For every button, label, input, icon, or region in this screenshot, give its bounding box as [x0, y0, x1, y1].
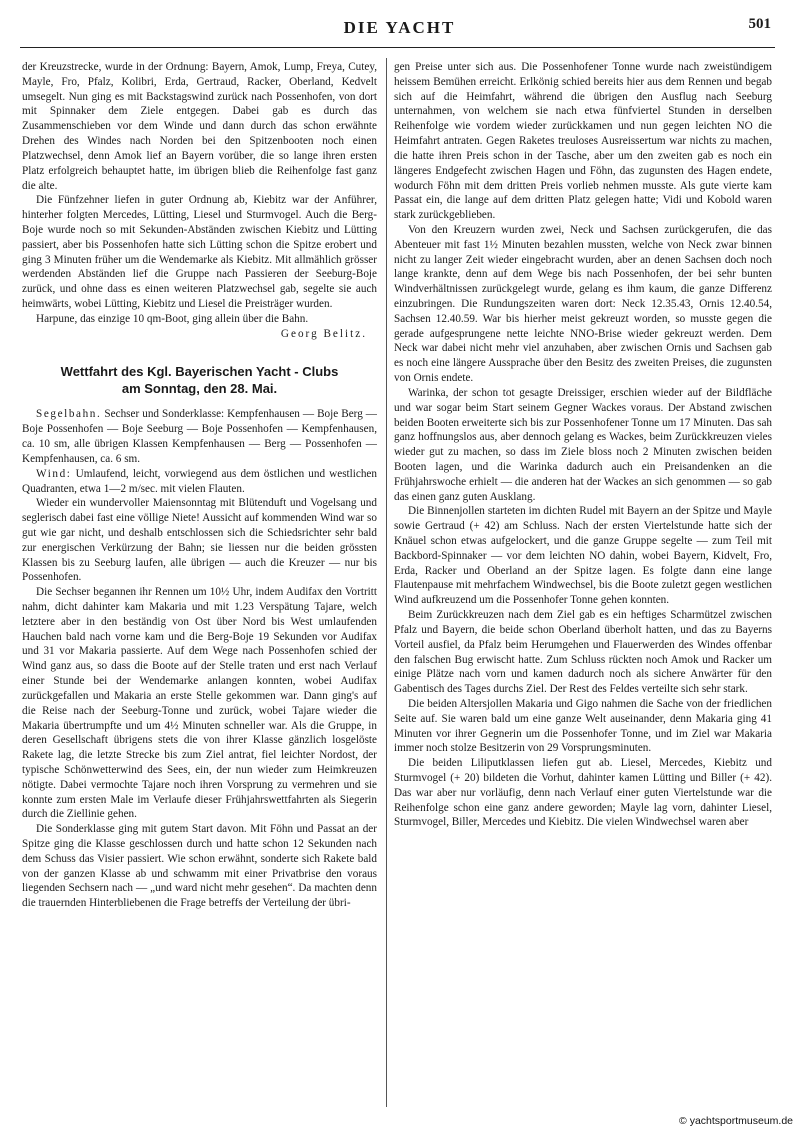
course-label: Segelbahn.: [36, 408, 102, 421]
wind-label: Wind:: [36, 467, 72, 480]
paragraph: Die Fünfzehner liefen in guter Ordnung ab, Kiebitz war der Anführer, hinterher folgten Mercedes, Lütting, Liesel und Sturmvogel. Auch die Berg-Boje wurde noch so mit Sekunden-Abständen zwischen Kiebitz und Lütting passiert, aber bis Possenhofen hatte sich Lütting schon die Spitze erobert und ging 3 Minuten früher um die Wendemarke als Kiebitz. Mit allmählich grösser werdenden Abständen lief die Gruppe nach Passieren der Seeburg-Boje zurück, und ohne dass es einen weiteren Platzwechsel gab, segelte sie auch heimwärts, wobei Lütting, Kiebitz und Liesel die Preisträger wurden.: [22, 194, 377, 310]
page-number: 501: [748, 16, 771, 32]
author-signature: Georg Belitz.: [280, 327, 367, 340]
header-rule: [20, 47, 775, 48]
wind-paragraph: [22, 467, 377, 497]
paragraph: Die Sonderklasse ging mit gutem Start davon. Mit Föhn und Passat an der Spitze ging die Klasse geschlossen durch und hatte schon 12 Sekunden nach dem Schuss das Visier passiert. Wie schon erwähnt, sonderte sich Rakete bald von der ganzen Klasse ab und schwamm mit einer Privatbrise den voraus liegenden Sechsern nach — „und ward nicht mehr gesehen“. Da machten denn die trauernden Hinterbliebenen die Frage betreffs der Verteilung der übri-: [22, 823, 377, 910]
section-heading-line-2: am Sonntag, den 28. Mai.: [121, 381, 278, 397]
column-divider: [386, 58, 387, 1107]
left-column: [22, 60, 377, 1120]
course-paragraph: [22, 407, 377, 466]
watermark: © yachtsportmuseum.de: [679, 1115, 793, 1127]
paragraph: Beim Zurückkreuzen nach dem Ziel gab es ein heftiges Scharmützel zwischen Pfalz und Bayern, die beide schon Oberland überholt hatten, und das zu Bayerns Vorteil ausfiel, da Pfalz beim Herumgehen und Flauerwerden des Windes offenbar den falschen Bug erwischt hatte. Zum Schluss rückten noch Amok und Racker um einige Plätze nach vorn und kamen dadurch noch als sichere Anwärter für den Gabentisch des Tages durchs Ziel. Der Rest des Feldes verteilte sich sehr stark.: [394, 609, 772, 696]
course-text: Sechser und Sonderklasse: Kempfenhausen — Boje Berg — Boje Possenhofen — Boje Seeburg — Boje Possenhofen — Kempfenhausen, ca. 10 sm, alle übrigen Klassen Kempfenhausen — Berg — Possenhofen — Kempfenhausen, ca. 6 sm.: [22, 408, 377, 465]
paragraph: der Kreuzstrecke, wurde in der Ordnung: Bayern, Amok, Lump, Freya, Cutey, Mayle, Fro, Pfalz, Kolibri, Erda, Gertraud, Racker, Oberland, Kedvelt umsegelt. Nun ging es mit Backstagswind zurück nach Possenhofen, von dort mit Spinnaker dem Ziele entgegen. Dabei gab es durch das Zusammenschieben vor dem Winde und dann durch das schon erwähnte Drehen des Windes nach Norden bei den Spitzenbooten noch einen Platzwechsel, denn Amok lief an Bayern vorüber, die so lange ihren ersten Platz erfolgreich behauptet hatte, im übrigen blieb die Reihenfolge fast ganz die alte.: [22, 61, 377, 192]
right-column: [394, 60, 772, 1100]
paragraph: gen Preise unter sich aus. Die Possenhofener Tonne wurde nach zweistündigem heissem Bemühen erreicht. Erlkönig schied bereits hier aus dem Rennen und begab sich auf die Heimfahrt, während die übrigen den Ausflug nach Seeburg unternahmen, von welchem sie nach etwa fünfviertel Stunden in derselben Reihenfolge wie vordem wieder zurückkamen und nun gegen leichten NO die Heimfahrt antraten. Gegen Raketes treuloses Ausreissertum war nichts zu machen, die hatte ihren Preis schon in der Tasche, aber um den zweiten gab es noch ein längeres Endgefecht zwischen Hagen und Föhn, das zugunsten des Hagen endete, wodurch Föhn mit dem dritten Preis vorlieb nehmen musste. Als gute vierte kam Passat ein, die lange auf dem dritten Platz gelegen hatte; Vidi und Kobold waren stark zurückgeblieben.: [394, 61, 772, 222]
running-header-title: DIE YACHT: [343, 18, 456, 37]
section-heading: [22, 363, 377, 397]
section-heading-line-1: Wettfahrt des Kgl. Bayerischen Yacht - Clubs: [60, 364, 339, 380]
paragraph: Wieder ein wundervoller Maiensonntag mit Blütenduft und Vogelsang und seglerisch dabei fast eine völlige Niete! Aussicht auf kommenden Wind war so gut wie gar nicht, und deshalb entschlossen sich die Schiedsrichter sehr bald zur energischen Verkürzung der Bahn; sie liessen nur die beiden grössten Klassen bis zu Seeburg laufen, alle übrigen — auch die Kreuzer — nur bis Possenhofen.: [22, 497, 377, 584]
paragraph: Warinka, der schon tot gesagte Dreissiger, erschien wieder auf der Bildfläche und war sogar beim Start seinem Gegner Wackes voraus. Der Abstand zwischen beiden Booten erweiterte sich bis zur Possenhofener Tonne um 17 Minuten. Das sah ganz hoffnungslos aus, aber dennoch gelang es Wackes, beim Zurückkreuzen vieles wieder gut zu machen, so dass im Ziele bloss noch 2 Minuten zwischen beiden Booten lagen, und die Warinka dadurch auch ein Preisandenken an die Frühjahrswoche erhielt — die anderen hat der Wackes an sich genommen — so gab das einen ganz guten Ausklang.: [394, 386, 772, 503]
paragraph: Die Sechser begannen ihr Rennen um 10½ Uhr, indem Audifax den Vortritt nahm, dicht dahinter kam Makaria und mit 1.23 Verspätung Tajare, welch letztere aber in den beständig von Ost über Nord bis West umlaufenden Hauchen bald nach vorne kam und die Berg-Boje 19 Sekunden vor Audifax und 31 vor Makaria passierte. Auf dem Wege nach Possenhofen schied der Wind ganz aus, so dass die Boote auf der Stelle traten und erst nach Verlauf einer Stunde bei der Wendemarke anlangen konnten, wobei Audifax zurückgefallen und Makaria an erste Stelle gekommen war. Dann ging's auf die Reise nach der Seeburg-Tonne und zurück, wobei Tajare wieder die Makaria übertrumpfte und um 4½ Minuten schneller war. Als die Gruppe, in deren Gesellschaft übrigens stets die von ihrer Klasse gänzlich losgelöste Rakete lag, die letzte Strecke bis zum Ziel antrat, fiel leichter Nordost, der typische Schönwetterwind des Sees, ein, der nun wieder zum Heimkreuzen nötigte. Dabei vermochte Tajare noch ihren Vorsprung zu vermehren und sie konnte zum ersten Male im Verlaufe dieser Frühjahrswettfahrten als Siegerin durch die Ziellinie gehen.: [22, 586, 377, 821]
wind-text: Umlaufend, leicht, vorwiegend aus dem östlichen und westlichen Quadranten, etwa 1—2 m/sec. mit vielen Flauten.: [22, 467, 377, 495]
paragraph: Die beiden Altersjollen Makaria und Gigo nahmen die Sache von der friedlichen Seite auf. Sie waren bald um eine ganze Welt auseinander, denn Makaria ging 41 Minuten vor ihrer Gegnerin um die Possenhofer Tonne, und im Ziel war Makaria immer noch stolze Besitzerin von 29 Vorsprungsminuten.: [394, 697, 772, 755]
paragraph: Die beiden Liliputklassen liefen gut ab. Liesel, Mercedes, Kiebitz und Sturmvogel (+ 20) bildeten die Vorhut, dahinter kamen Lütting und Biller (+ 42). Das war aber nur vorläufig, denn nach Verlauf einer guten Viertelstunde war die Reihenfolge schon eine ganz andere geworden; Mayle lag vorn, dahinter Liesel, Sturmvogel, Biller, Mercedes und Kiebitz. Die vielen Windwechsel waren aber: [394, 757, 772, 829]
paragraph: Harpune, das einzige 10 qm-Boot, ging allein über die Bahn.: [36, 312, 309, 325]
paragraph: Von den Kreuzern wurden zwei, Neck und Sachsen zurückgerufen, die das Abenteuer mit fast 1½ Minuten bezahlen mussten, welche von Neck zwar binnen nicht zu langer Zeit wieder eingebracht wurden, aber an denen Sachsen doch noch lange krankte, denn auf dem Wege bis nach Possenhofen, der bei sehr bunten Windverhältnissen zurückgelegt wurde, gelang es ihm kaum, die ganze Differenz einzubringen. Die Rundungszeiten waren dort: Neck 12.35.43, Ornis 12.40.54, Sachsen 12.40.59. War bis hierher meist gekreuzt worden, so musste gegen die gerade aufgesprungene nette leichte NNO-Brise wieder gekreuzt werden. Dem Neck war dabei nicht mehr viel anzuhaben, aber zwischen Ornis und Sachsen gab es noch eine längere Aussprache über den Besitz des zweiten Preises, die zugunsten von Ornis endete.: [394, 223, 772, 385]
paragraph: Die Binnenjollen starteten im dichten Rudel mit Bayern an der Spitze und Mayle sowie Gertraud (+ 42) am Schluss. Nach der ersten Viertelstunde hatte sich der Knäuel schon etwas aufgelockert, und die ganze Gruppe segelte — zum Teil mit Backbord-Spinnaker — vor dem leichten NO dahin, wobei Bayern, Kidvelt, Fro, Erda, Racker und Oberland an der Spitze lagen. Es folgte dann eine lange Flautenpause mit mehrfachem Windwechsel, bis die Boote zuletzt gegen westlichen Wind aufkreuzend um die Possenhofer Tonne gehen konnten.: [394, 505, 772, 607]
